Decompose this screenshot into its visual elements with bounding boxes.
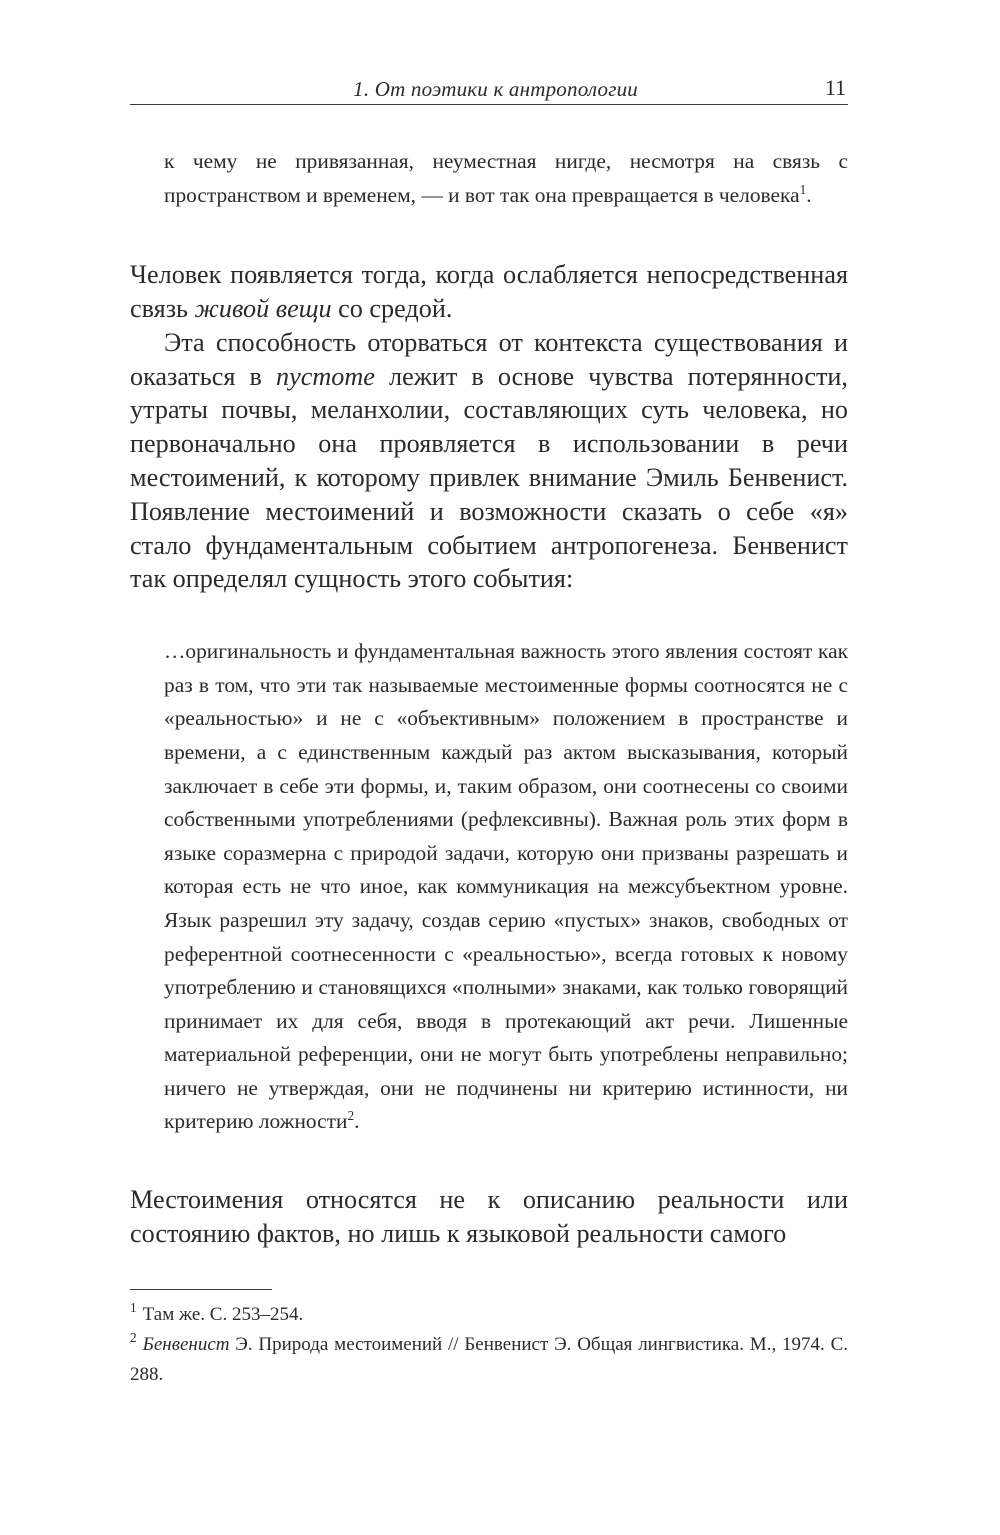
block-quote-continued: [164, 145, 848, 212]
footnote: [130, 1300, 848, 1330]
emphasis-text: пустоте: [276, 361, 375, 391]
quote-paragraph: [164, 635, 848, 1139]
quote-paragraph: [164, 145, 848, 212]
paragraph-text: Человек появляется тогда, когда ослабляется непосредственная связь: [130, 260, 848, 323]
footnote-text: Там же. С. 253–254.: [142, 1303, 304, 1325]
footnote-author: Бенвенист: [142, 1333, 230, 1355]
paragraph-text: Эта способность оторваться от контекста существования и оказаться в: [130, 327, 848, 391]
body-text: [130, 1183, 848, 1251]
body-paragraph: [130, 326, 848, 596]
body-paragraph: Местоимения относятся не к описанию реальности или состоянию фактов, но лишь к языковой реальности самого: [130, 1185, 848, 1248]
footnote: [130, 1330, 848, 1390]
book-page: [130, 70, 848, 1390]
footnote-number: 1: [130, 1300, 137, 1316]
footnote-reference: 1: [799, 181, 807, 197]
quote-end: .: [354, 1109, 360, 1134]
page-number: 11: [824, 75, 846, 100]
footnote-reference: 2: [347, 1108, 355, 1124]
emphasis-text: живой вещи: [194, 293, 332, 323]
paragraph-text: со средой.: [331, 293, 453, 323]
footnotes: [130, 1300, 848, 1390]
footnote-divider: [130, 1289, 272, 1290]
running-title: 1. От поэтики к антропологии: [353, 77, 638, 101]
body-text: [130, 258, 848, 596]
block-quote: [164, 635, 848, 1139]
paragraph-text: лежит в основе чувства потерянности, утраты почвы, меланхолии, составляющих суть человека, но первоначально она проявляется в использовании в речи местоимений, к которому привлек внимание Эмиль Бенвенист. Появление местоимений и возможности сказать о себе «я» стало фундаментальным событием антропогенеза. Бенвенист так определял сущность этого события:: [130, 361, 848, 594]
footnote-number: 2: [130, 1330, 137, 1346]
quote-end: .: [806, 182, 812, 207]
body-paragraph: [130, 258, 848, 326]
quote-text: к чему не привязанная, неуместная нигде, несмотря на связь с пространством и временем, — и вот так она превращается в человека: [164, 149, 848, 207]
page-header: [130, 70, 848, 105]
quote-text: …оригинальность и фундаментальная важность этого явления состоят как раз в том, что эти так называемые местоименные формы соотносятся не с «реальностью» и не с «объективным» положением в пространстве и времени, а с единственным каждый раз актом высказывания, который заключает в себе эти формы, и, таким образом, они соотнесены со своими собственными употреблениями (рефлексивны). Важная роль этих форм в языке соразмерна с природой задачи, которую они призваны разрешать и которая есть не что иное, как коммуникация на межсубъектном уровне. Язык разрешил эту задачу, создав серию «пустых» знаков, свободных от референтной соотнесенности с «реальностью», всегда готовых к новому употреблению и становящихся «полными» знаками, как только говорящий принимает их для себя, вводя в протекающий акт речи. Лишенные материальной референции, они не могут быть употреблены неправильно; ничего не утверждая, они не подчинены ни критерию истинности, ни критерию ложности: [164, 639, 848, 1134]
footnote-text: Э. Природа местоимений // Бенвенист Э. Общая лингвистика. М., 1974. С. 288.: [130, 1333, 848, 1385]
